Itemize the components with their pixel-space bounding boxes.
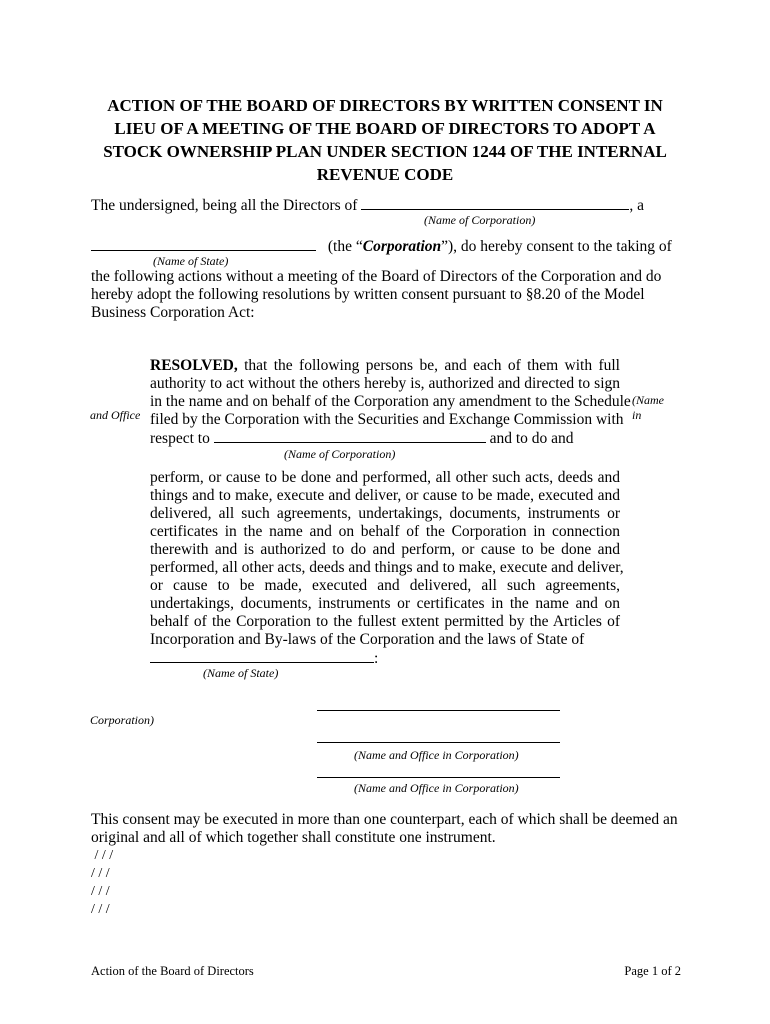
resolution-line: delivered, all such agreements, undertakings, documents, instruments or xyxy=(150,505,620,522)
margin-note-name: (Name xyxy=(632,393,664,407)
continuation-mark: / / / xyxy=(91,866,110,881)
resolution-line1-rest: that the following persons be, and each of them with full xyxy=(237,357,620,374)
signature-line-3[interactable] xyxy=(317,777,560,778)
state-line-suffix: : xyxy=(374,650,379,667)
intro-line-1 xyxy=(91,196,644,215)
resolution-line: certificates in the name and on behalf of the Corporation in connection xyxy=(150,523,620,540)
resolution-line: performed, all other acts, deeds and things and to make, execute and deliver, xyxy=(150,559,624,576)
continuation-mark: / / / xyxy=(91,902,110,917)
intro-rest-line: hereby adopt the following resolutions by written consent pursuant to §8.20 of the Model xyxy=(91,286,645,303)
intro-prefix: The undersigned, being all the Directors of xyxy=(91,197,362,214)
signature-caption-1: (Name and Office in Corporation) xyxy=(354,748,519,762)
resolution-line: therewith and is authorized to do and perform, or cause to be done and xyxy=(150,541,620,558)
resolution-line: authority to act without the others hereby is, authorized and directed to sign xyxy=(150,375,620,392)
resolution-line: or cause to be made, executed and delivered, all such agreements, xyxy=(150,577,620,594)
respect-prefix: respect to xyxy=(150,430,214,447)
margin-note-and-office: and Office xyxy=(90,408,141,422)
resolution-line: filed by the Corporation with the Securities and Exchange Commission with xyxy=(150,411,624,428)
document-title xyxy=(80,94,690,186)
title-line-3: STOCK OWNERSHIP PLAN UNDER SECTION 1244 OF THE INTERNAL xyxy=(103,142,667,161)
closing-line-2: original and all of which together shall constitute one instrument. xyxy=(91,829,496,846)
margin-note-corporation: Corporation) xyxy=(90,713,155,727)
corporation-name-blank[interactable] xyxy=(361,196,629,210)
continuation-mark: / / / xyxy=(91,884,110,899)
signature-caption-2: (Name and Office in Corporation) xyxy=(354,781,519,795)
state-name-blank[interactable] xyxy=(91,237,316,251)
intro-line2-pre: (the “ xyxy=(324,238,363,255)
resolution-line: things and to make, execute and deliver, or cause to be made, executed and xyxy=(150,487,620,504)
resolution-state-blank[interactable] xyxy=(150,649,374,663)
footer-page-number: Page 1 of 2 xyxy=(624,964,681,978)
intro-line2-post: ”), do hereby consent to the taking of xyxy=(441,238,672,255)
resolved-label: RESOLVED, xyxy=(150,357,238,374)
corporation-term: Corporation xyxy=(362,238,442,255)
continuation-marks xyxy=(91,847,113,919)
resolution-line: in the name and on behalf of the Corporation any amendment to the Schedule xyxy=(150,393,631,410)
intro-paragraph xyxy=(91,268,661,322)
respect-to-line xyxy=(150,429,574,448)
resolution-part-b xyxy=(150,469,624,649)
intro-rest-line: Business Corporation Act: xyxy=(91,304,255,321)
closing-line-1: This consent may be executed in more than one counterpart, each of which shall be deemed an xyxy=(91,811,678,828)
resolution-line: perform, or cause to be done and performed, all other such acts, deeds and xyxy=(150,469,620,486)
resolution-line: undertakings, documents, instruments or certificates in the name and on xyxy=(150,595,620,612)
title-line-4: REVENUE CODE xyxy=(316,165,454,184)
closing-paragraph xyxy=(91,811,678,847)
signature-line-2[interactable] xyxy=(317,742,560,743)
respect-corporation-blank[interactable] xyxy=(214,429,486,443)
resolution-line: behalf of the Corporation to the fullest extent permitted by the Articles of xyxy=(150,613,620,630)
margin-note-in: in xyxy=(632,408,642,422)
title-line-2: LIEU OF A MEETING OF THE BOARD OF DIRECTORS TO ADOPT A xyxy=(114,119,656,138)
resolution-part-a xyxy=(150,357,631,429)
resolution-line xyxy=(150,357,620,375)
resolution-line: Incorporation and By-laws of the Corporation and the laws of State of xyxy=(150,631,585,648)
footer-left: Action of the Board of Directors xyxy=(91,964,254,978)
caption-resolution-corporation: (Name of Corporation) xyxy=(284,447,396,461)
signature-line-1[interactable] xyxy=(317,710,560,711)
caption-resolution-state: (Name of State) xyxy=(203,666,279,680)
respect-suffix: and to do and xyxy=(485,430,574,447)
caption-state-name: (Name of State) xyxy=(153,254,229,268)
intro-suffix: , a xyxy=(629,197,644,214)
continuation-mark: / / / xyxy=(91,848,114,863)
intro-rest-line: the following actions without a meeting of the Board of Directors of the Corporation and do xyxy=(91,268,662,285)
title-line-1: ACTION OF THE BOARD OF DIRECTORS BY WRITTEN CONSENT IN xyxy=(107,96,663,115)
caption-corporation-name: (Name of Corporation) xyxy=(424,213,536,227)
